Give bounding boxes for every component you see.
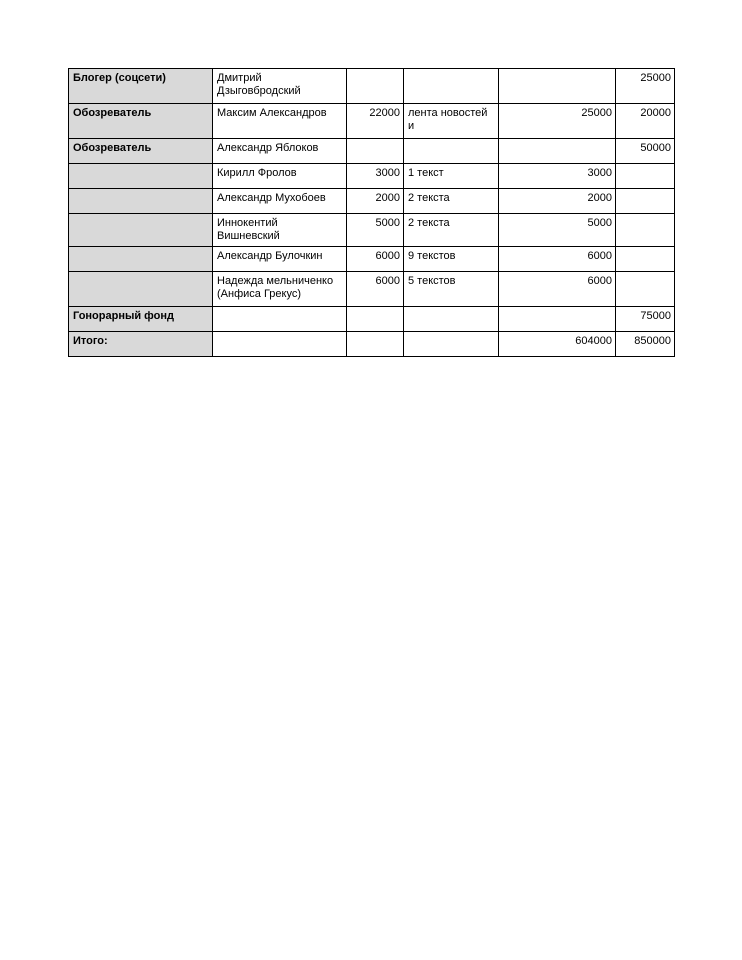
rate-cell: 3000 bbox=[347, 164, 404, 189]
table-row bbox=[69, 214, 675, 247]
volume-cell bbox=[404, 69, 499, 104]
sum-cell bbox=[499, 69, 616, 104]
volume-cell: 1 текст bbox=[404, 164, 499, 189]
total-cell: 75000 bbox=[616, 307, 675, 332]
total-cell bbox=[616, 272, 675, 307]
table-row bbox=[69, 332, 675, 357]
rate-cell: 5000 bbox=[347, 214, 404, 247]
rate-cell bbox=[347, 69, 404, 104]
table-row bbox=[69, 272, 675, 307]
role-cell: Итого: bbox=[69, 332, 213, 357]
table-row bbox=[69, 69, 675, 104]
role-cell bbox=[69, 164, 213, 189]
total-cell bbox=[616, 164, 675, 189]
table-row bbox=[69, 247, 675, 272]
table-row bbox=[69, 104, 675, 139]
sum-cell: 5000 bbox=[499, 214, 616, 247]
role-cell bbox=[69, 247, 213, 272]
sum-cell bbox=[499, 307, 616, 332]
role-cell: Блогер (соцсети) bbox=[69, 69, 213, 104]
role-cell bbox=[69, 189, 213, 214]
rate-cell bbox=[347, 139, 404, 164]
sum-cell bbox=[499, 139, 616, 164]
rate-cell: 6000 bbox=[347, 272, 404, 307]
name-cell: Кирилл Фролов bbox=[213, 164, 347, 189]
table-row bbox=[69, 307, 675, 332]
role-cell: Обозреватель bbox=[69, 139, 213, 164]
name-cell: Александр Яблоков bbox=[213, 139, 347, 164]
total-cell: 25000 bbox=[616, 69, 675, 104]
rate-cell bbox=[347, 307, 404, 332]
role-cell bbox=[69, 272, 213, 307]
volume-cell bbox=[404, 307, 499, 332]
table-row bbox=[69, 164, 675, 189]
role-cell bbox=[69, 214, 213, 247]
rate-cell: 6000 bbox=[347, 247, 404, 272]
total-cell bbox=[616, 247, 675, 272]
sum-cell: 3000 bbox=[499, 164, 616, 189]
rate-cell bbox=[347, 332, 404, 357]
total-cell bbox=[616, 214, 675, 247]
sum-cell: 25000 bbox=[499, 104, 616, 139]
name-cell: Максим Александров bbox=[213, 104, 347, 139]
name-cell bbox=[213, 307, 347, 332]
volume-cell bbox=[404, 139, 499, 164]
volume-cell bbox=[404, 332, 499, 357]
volume-cell: лента новостей и bbox=[404, 104, 499, 139]
name-cell: Надежда мельниченко (Анфиса Грекус) bbox=[213, 272, 347, 307]
role-cell: Обозреватель bbox=[69, 104, 213, 139]
fee-table bbox=[68, 68, 675, 357]
total-cell: 850000 bbox=[616, 332, 675, 357]
total-cell: 20000 bbox=[616, 104, 675, 139]
total-cell: 50000 bbox=[616, 139, 675, 164]
sum-cell: 6000 bbox=[499, 247, 616, 272]
sum-cell: 604000 bbox=[499, 332, 616, 357]
rate-cell: 22000 bbox=[347, 104, 404, 139]
volume-cell: 5 текстов bbox=[404, 272, 499, 307]
name-cell: Александр Мухобоев bbox=[213, 189, 347, 214]
table-row bbox=[69, 139, 675, 164]
sum-cell: 6000 bbox=[499, 272, 616, 307]
role-cell: Гонорарный фонд bbox=[69, 307, 213, 332]
volume-cell: 2 текста bbox=[404, 214, 499, 247]
table-row bbox=[69, 189, 675, 214]
volume-cell: 9 текстов bbox=[404, 247, 499, 272]
name-cell: Иннокентий Вишневский bbox=[213, 214, 347, 247]
volume-cell: 2 текста bbox=[404, 189, 499, 214]
total-cell bbox=[616, 189, 675, 214]
sum-cell: 2000 bbox=[499, 189, 616, 214]
name-cell: Дмитрий Дзыговбродский bbox=[213, 69, 347, 104]
name-cell: Александр Булочкин bbox=[213, 247, 347, 272]
rate-cell: 2000 bbox=[347, 189, 404, 214]
name-cell bbox=[213, 332, 347, 357]
